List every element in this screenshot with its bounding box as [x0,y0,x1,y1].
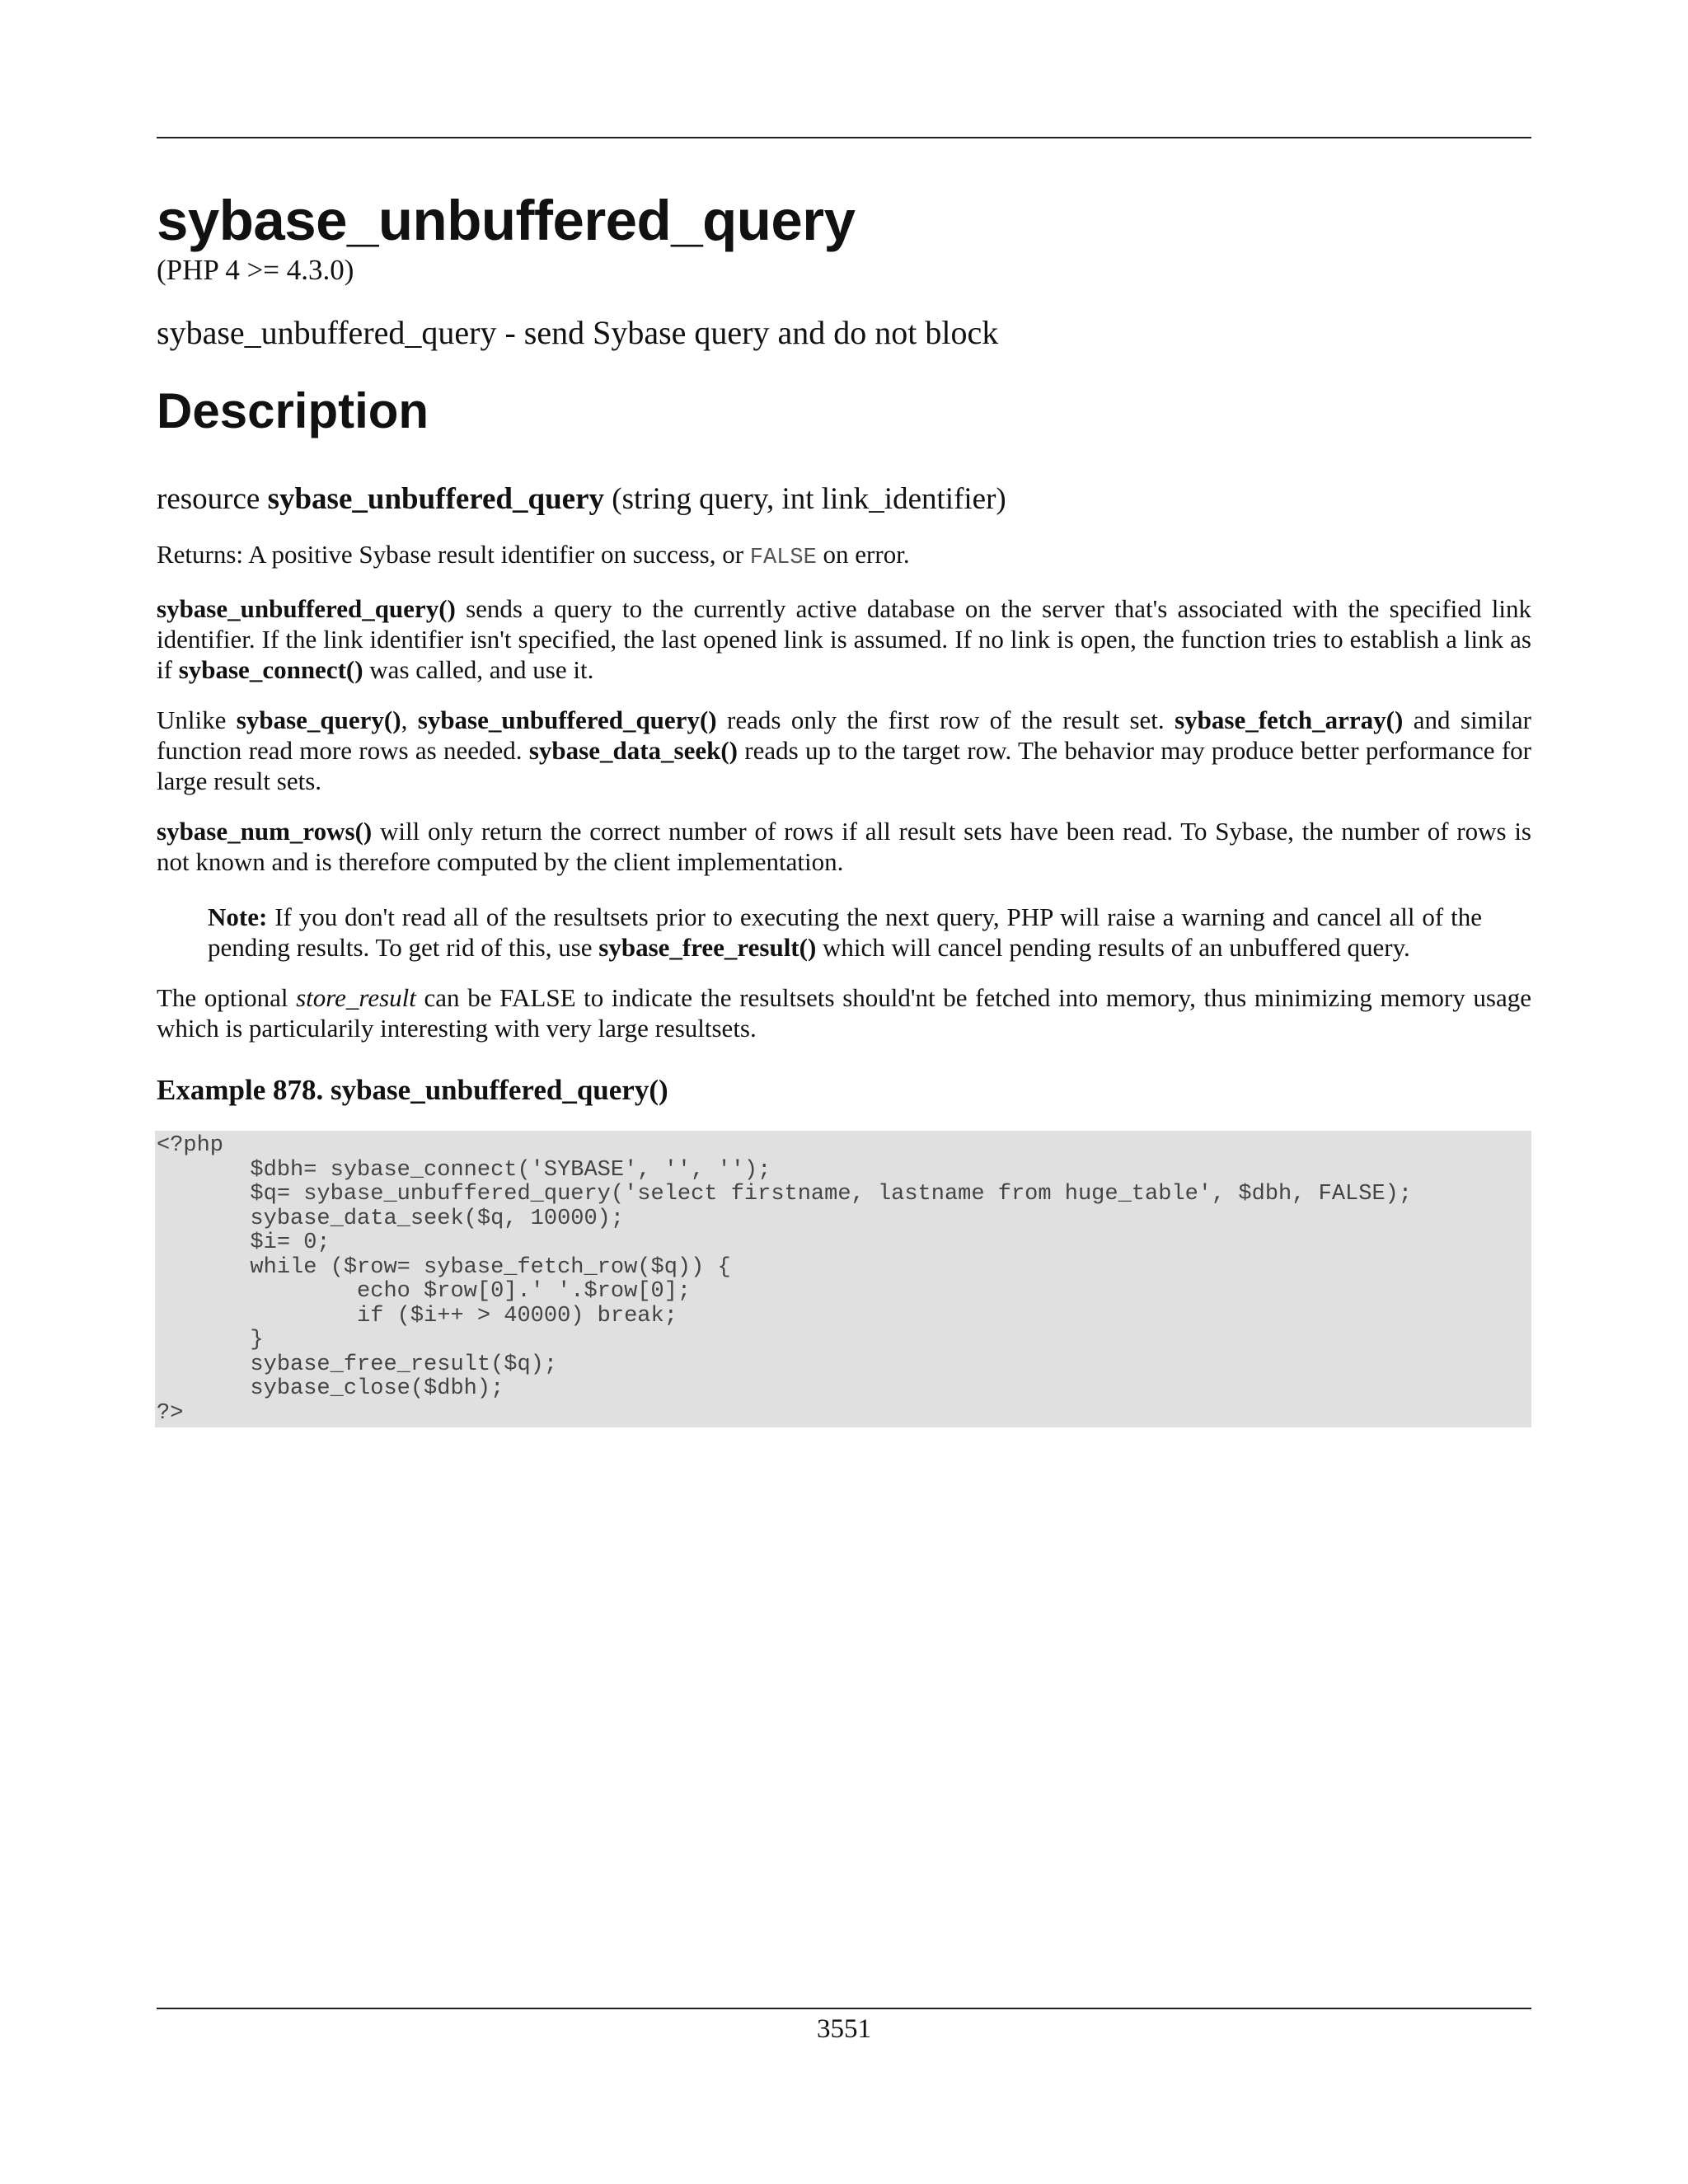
code-line: ?> [157,1400,184,1426]
returns-paragraph [157,539,1531,574]
returns-text: Returns: A positive Sybase result identifier on success, or [157,540,750,569]
para-text: can be FALSE to indicate the resultsets should'nt be fetched into memory, thus minimizing memory usage which is particularily interesting with very large resultsets. [157,983,1531,1043]
false-literal: FALSE [749,546,817,570]
note-text: which will cancel pending results of an unbuffered query. [816,933,1410,962]
paragraph-4 [157,982,1531,1043]
page-content [157,188,1531,1427]
note-block [208,902,1482,963]
synopsis-return-type: resource [157,482,260,516]
param-ref: store_result [296,983,416,1012]
fn-ref: sybase_num_rows() [157,817,373,846]
returns-suffix: on error. [816,540,910,569]
document-page [157,0,1531,2184]
description-heading: Description [157,383,429,438]
code-line: sybase_free_result($q); [157,1352,558,1377]
note-label: Note: [208,902,268,931]
code-line: $dbh= sybase_connect('SYBASE', '', ''); [157,1157,771,1183]
note-text: If you don't read all of the resultsets prior to executing the next query, PHP will raise a warning and cancel all of the pending results. To get rid of this, use [208,902,1482,962]
para-text: was called, and use it. [363,655,594,684]
para-text: will only return the correct number of rows if all result sets have been read. To Sybase, the number of rows is not known and is therefore computed by the client implementation. [157,817,1531,876]
fn-ref: sybase_fetch_array() [1175,705,1404,734]
paragraph-2 [157,705,1531,796]
function-name-heading: sybase_unbuffered_query [157,189,856,252]
code-line: } [157,1328,264,1352]
fn-ref: sybase_unbuffered_query() [157,594,456,623]
example-title: Example 878. sybase_unbuffered_query() [157,1074,668,1106]
page-number: 3551 [817,2014,871,2044]
fn-ref: sybase_query() [236,705,401,734]
paragraph-3 [157,816,1531,877]
code-line: while ($row= sybase_fetch_row($q)) { [157,1254,731,1280]
code-line: sybase_data_seek($q, 10000); [157,1206,625,1231]
code-line: echo $row[0].' '.$row[0]; [157,1279,692,1304]
version-info: (PHP 4 >= 4.3.0) [157,254,354,286]
para-text: reads only the first row of the result set. [716,705,1175,734]
code-line: if ($i++ > 40000) break; [157,1303,678,1329]
function-synopsis [157,481,1531,518]
para-text: Unlike [157,705,237,734]
fn-ref: sybase_unbuffered_query() [417,705,717,734]
footer-rule [157,2008,1531,2009]
para-text: sends a query to the currently active database on the server that's associated with the specified link identifier. If the link identifier isn't specified, the last opened link is assumed. If no link is open, the function tries to establish a link as if [157,594,1531,684]
fn-ref: sybase_data_seek() [528,736,738,765]
function-purpose: sybase_unbuffered_query - send Sybase query and do not block [157,314,999,351]
fn-ref: sybase_free_result() [598,933,817,962]
header-rule [157,137,1531,138]
para-text: reads up to the target row. The behavior may produce better performance for large result sets. [157,736,1531,795]
fn-ref: sybase_connect() [178,655,363,684]
para-text: The optional [157,983,297,1012]
code-line: $i= 0; [157,1230,331,1255]
paragraph-1 [157,593,1531,685]
code-line: $q= sybase_unbuffered_query('select firstname, lastname from huge_table', $dbh, FALSE); [157,1182,1413,1207]
code-example [155,1131,1531,1427]
code-line: sybase_close($dbh); [157,1376,504,1401]
para-text: , [401,705,418,734]
synopsis-function: sybase_unbuffered_query [267,482,604,516]
synopsis-params: (string query, int link_identifier) [612,482,1006,516]
code-line: <?php [157,1133,224,1158]
para-text: and similar function read more rows as needed. [157,705,1531,765]
